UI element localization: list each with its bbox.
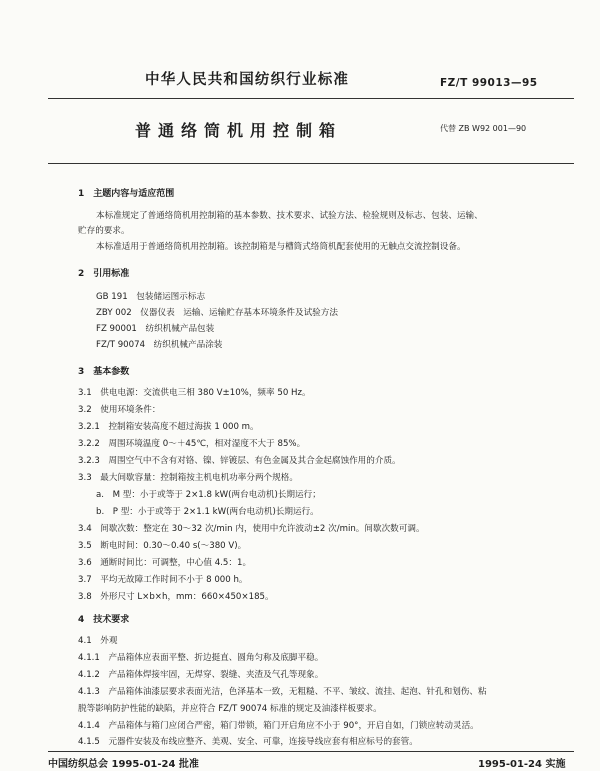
- section-2-heading: 2 引用标准: [78, 269, 130, 279]
- clause-3-2: 3.2 使用环境条件：: [78, 405, 161, 415]
- effective-date: 1995-01-24 实施: [478, 759, 566, 770]
- clause-3-7: 3.7 平均无故障工作时间不小于 8 000 h。: [78, 575, 248, 585]
- section-1-paragraph-1-cont: 贮存的要求。: [78, 226, 130, 236]
- clause-3-3: 3.3 最大间歇容量：控制箱按主机电机功率分两个规格。: [78, 473, 298, 483]
- approval-date: 中国纺织总会 1995-01-24 批准: [48, 759, 199, 770]
- clause-3-1: 3.1 供电电源：交流供电三相 380 V±10%，频率 50 Hz。: [78, 388, 311, 398]
- title-rule: [48, 163, 574, 164]
- header-rule: [48, 98, 574, 99]
- clause-4-1: 4.1 外观: [78, 636, 118, 646]
- clause-4-1-4: 4.1.4 产品箱体与箱门应闭合严密，箱门带锁，箱门开启角应不小于 90°，开启自如，门锁应转动灵活。: [78, 721, 479, 731]
- replaces-standard: 代替 ZB W92 001—90: [440, 124, 527, 133]
- clause-4-1-1: 4.1.1 产品箱体应表面平整、折边挺直、圆角匀称及底脚平稳。: [78, 653, 324, 663]
- clause-3-4: 3.4 间歇次数：整定在 30～32 次/min 内，使用中允许波动±2 次/min。间歇次数可调。: [78, 524, 425, 534]
- reference-item: GB 191 包装储运图示标志: [96, 292, 206, 302]
- reference-item: ZBY 002 仪器仪表 运输、运输贮存基本环境条件及试验方法: [96, 308, 338, 318]
- clause-3-2-2: 3.2.2 周围环境温度 0～＋45℃，相对湿度不大于 85%。: [78, 439, 306, 449]
- clause-4-1-3-cont: 脱等影响防护性能的缺陷，并应符合 FZ/T 90074 标准的规定及油漆样板要求。: [78, 704, 382, 714]
- clause-3-3-b: b. P 型：小于或等于 2×1.1 kW(两台电动机)长期运行。: [96, 507, 319, 517]
- standard-code: FZ/T 99013—95: [440, 77, 538, 89]
- clause-3-5: 3.5 断电时间：0.30～0.40 s(～380 V)。: [78, 541, 247, 551]
- industry-standard-title: 中华人民共和国纺织行业标准: [145, 72, 350, 88]
- clause-4-1-5: 4.1.5 元器件安装及布线应整齐、美观、安全、可靠，连接导线应套有相应标号的套管。: [78, 737, 418, 747]
- clause-4-1-2: 4.1.2 产品箱体焊接牢固，无焊穿、裂缝、夹渣及气孔等现象。: [78, 670, 324, 680]
- clause-3-2-3: 3.2.3 周围空气中不含有对铬、镍、锌镀层、有色金属及其合金起腐蚀作用的介质。: [78, 456, 401, 466]
- clause-3-8: 3.8 外形尺寸 L×b×h，mm：660×450×185。: [78, 592, 274, 602]
- clause-3-2-1: 3.2.1 控制箱安装高度不超过海拔 1 000 m。: [78, 422, 259, 432]
- section-3-heading: 3 基本参数: [78, 367, 130, 377]
- section-1-paragraph-1: 本标准规定了普通络筒机用控制箱的基本参数、技术要求、试验方法、检验规则及标志、包装、运输、: [96, 211, 483, 221]
- reference-item: FZ 90001 纺织机械产品包装: [96, 324, 215, 334]
- section-1-paragraph-2: 本标准适用于普通络筒机用控制箱。该控制箱是与槽筒式络筒机配套使用的无触点交流控制设备。: [96, 242, 466, 252]
- section-4-heading: 4 技术要求: [78, 615, 130, 625]
- footer-rule: [48, 751, 574, 752]
- clause-3-3-a: a. M 型：小于或等于 2×1.8 kW(两台电动机)长期运行；: [96, 490, 321, 500]
- clause-4-1-3: 4.1.3 产品箱体油漆层要求表面光洁，色泽基本一致，无粗糙、不平、皱纹、流挂、起泡、针孔和划伤、粘: [78, 687, 487, 697]
- reference-item: FZ/T 90074 纺织机械产品涂装: [96, 340, 223, 350]
- clause-3-6: 3.6 通断时间比：可调整，中心值 4.5：1。: [78, 558, 252, 568]
- document-title: 普通络筒机用控制箱: [135, 121, 343, 140]
- section-1-heading: 1 主题内容与适应范围: [78, 189, 175, 199]
